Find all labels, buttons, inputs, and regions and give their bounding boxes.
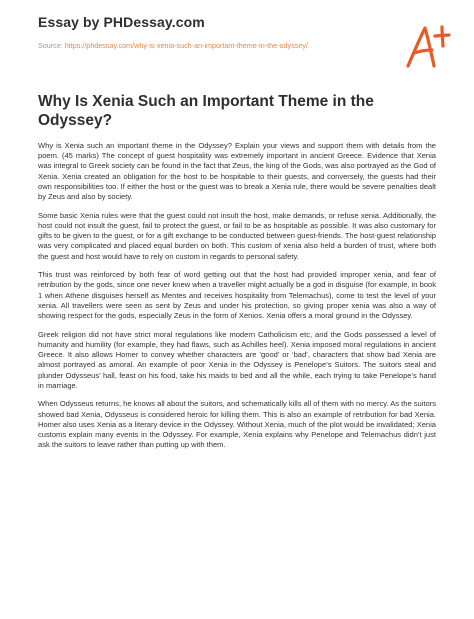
- page-header: [38, 14, 438, 51]
- essay-paragraph: This trust was reinforced by both fear of word getting out that the host had provided improper xenia, and fear of retribution by the gods, since one never knew when a traveller might actually be a god in disguise (for example, in book 1 when Athene disguises herself as Mentes and receives hospitality from Telemachus), come to test the level of your xenia. All travellers were seen as sent by Zeus and under his protection, so giving proper xenia was also a way of showing respect for the gods, especially Zeus in the form of Xenios. Xenia offers a moral ground in the Odyssey.: [38, 270, 436, 321]
- essay-paragraph: Some basic Xenia rules were that the guest could not insult the host, make demands, or refuse xenia. Additionally, the host could not insult the guest, fail to protect the guest, or fail to be as hospitable as possible. It was also customary for gifts to be given to the guest, or for a gift exchange to be conducted between guest-friends. The host-guest relationship was very complicated and placed equal burden on both. This custom of xenia also held a burden of trust, where both the guest and host would have to rely on custom in regards to personal safety.: [38, 210, 436, 261]
- a-plus-logo-icon: [402, 22, 452, 70]
- essay-paragraph: Greek religion did not have strict moral regulations like modern Catholicism etc, and the Gods possessed a level of humanity and humility (for example, they had flaws, such as Achilles heel). Xenia imposed moral regulations in ancient Greece. It also allows Homer to convey whether characters are ‘good’ or ‘bad’, characters that show bad Xenia are almost portrayed as amoral. An example of poor Xenia in the Odyssey is Penelope’s Suitors. The suitors steal and plunder Odysseus’ hall, feast on his food, take his maids to bed and all the while, each trying to take Penelope’s hand in marriage.: [38, 329, 436, 390]
- essay-title: Why Is Xenia Such an Important Theme in the Odyssey?: [38, 93, 374, 129]
- source-line: [38, 41, 438, 51]
- source-link[interactable]: https://phdessay.com/why-is-xenia-such-an-important-theme-in-the-odyssey/: [64, 41, 308, 50]
- essay-paragraph: Why is Xenia such an important theme in the Odyssey? Explain your views and support them with details from the poem. (45 marks) The concept of guest hospitality was extremely important in ancient Greece. Evidence that Xenia was integral to Greek society can be found in the fact that Zeus, the king of the Gods, was also portrayed as the God of Xenia. Xenia created an obligation for the host to be hospitable to their guests, and conversely, the guests had their own responsibilities too. If either the host or the guest was to break a Xenia rule, there would be severe penalties dealt by Zeus and also by society.: [38, 141, 436, 202]
- essay-paragraph: When Odysseus returns, he knows all about the suitors, and schematically kills all of them with no mercy. As the suitors showed bad Xenia, Odysseus is considered heroic for killing them. This is also an example of retribution for bad Xenia. Homer also uses Xenia as a literary device in the Odyssey. Without Xenia, much of the plot would be invalidated; Xenia customs explain many events in the Odyssey. For example, Xenia explains why Penelope and Telemachus didn’t just ask the suitors to leave rather than putting up with them.: [38, 399, 436, 450]
- source-label: Source:: [38, 41, 63, 50]
- essay-body: [38, 141, 436, 459]
- site-title: Essay by PHDessay.com: [38, 14, 205, 30]
